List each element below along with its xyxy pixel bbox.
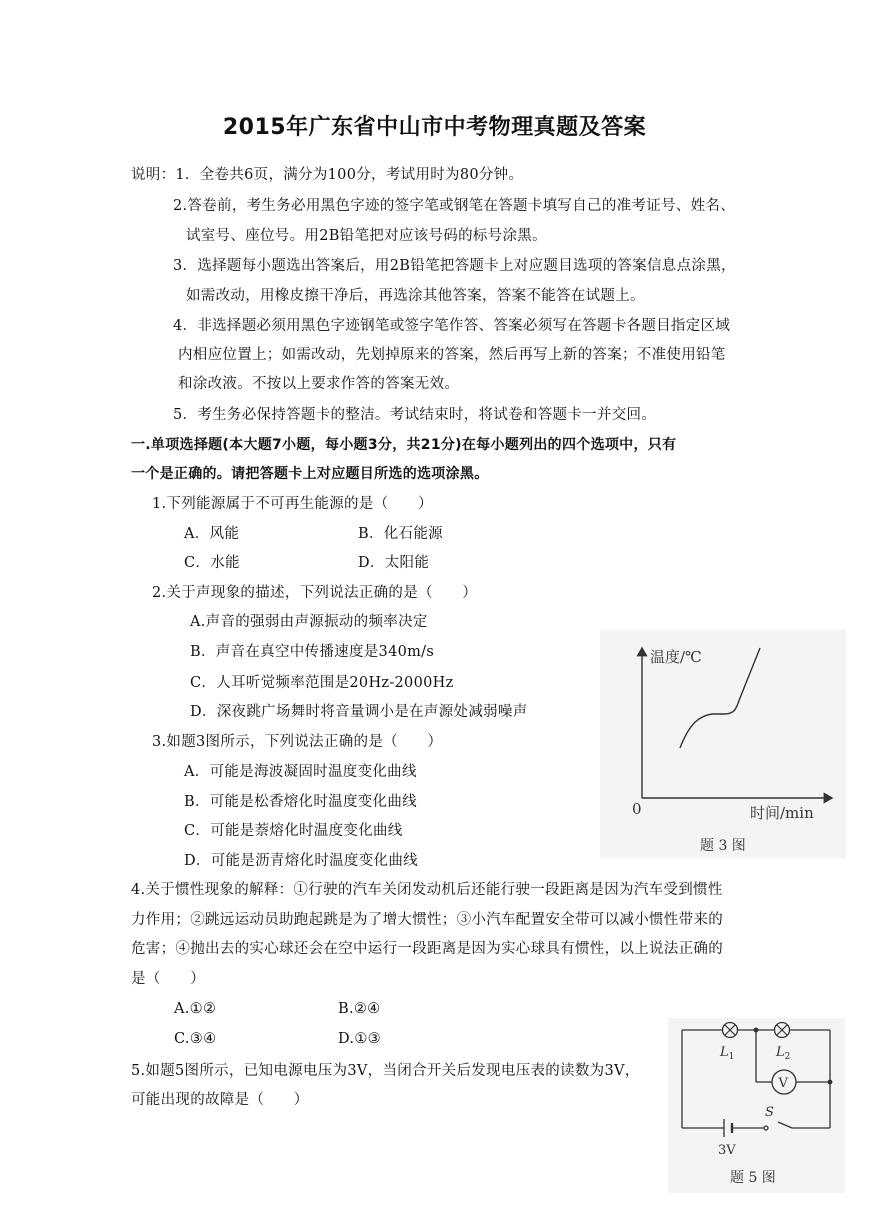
question-1-stem: 1.下列能源属于不可再生能源的是（ ） [152,496,433,512]
question-4-line3: 危害；④抛出去的实心球还会在空中运行一段距离是因为实心球具有惯性，以上说法正确的 [131,941,723,957]
page-title: 2015年广东省中山市中考物理真题及答案 [222,115,647,140]
instruction-2-line2: 试室号、座位号。用2B铅笔把对应该号码的标号涂黑。 [186,228,547,244]
question-2-option-b: B．声音在真空中传播速度是340m/s [190,644,435,660]
lamp-l1-icon [723,1023,738,1038]
question-1-option-c: C．水能 [184,555,240,571]
instruction-4-line3: 和涂改液。不按以上要求作答的答案无效。 [178,376,460,392]
question-2-option-c: C．人耳听觉频率范围是20Hz-2000Hz [190,675,454,691]
question-4-line2: 力作用；②跳远运动员助跑起跳是为了增大惯性；③小汽车配置安全带可以减小惯性带来的 [131,912,723,928]
lamp-l2-label: $L_2$ [776,1045,791,1062]
figure-3-origin: 0 [632,800,642,818]
battery-icon [724,1119,732,1137]
lamp-l2-icon [775,1023,790,1038]
voltmeter-label: V [778,1076,788,1091]
question-5-line1: 5.如题5图所示，已知电源电压为3V，当闭合开关后发现电压表的读数为3V， [131,1063,640,1079]
question-2-option-d: D．深夜跳广场舞时将音量调小是在声源处减弱噪声 [190,704,528,720]
switch-icon [764,1126,768,1130]
switch-label: S [765,1105,774,1120]
question-2-stem: 2.关于声现象的描述，下列说法正确的是（ ） [152,585,478,601]
question-3-option-c: C．可能是萘熔化时温度变化曲线 [184,823,403,839]
question-1-option-d: D．太阳能 [358,555,430,571]
question-4-option-b: B.②④ [338,1001,381,1017]
question-3-option-d: D．可能是沥青熔化时温度变化曲线 [184,853,418,869]
question-1-option-b: B．化石能源 [358,526,443,542]
battery-label: 3V [718,1143,736,1158]
instruction-3-line1: 3．选择题每小题选出答案后，用2B铅笔把答题卡上对应题目选项的答案信息点涂黑， [173,258,736,274]
question-4-option-a: A.①② [174,1001,217,1017]
section-1-header-line1: 一.单项选择题(本大题7小题，每小题3分，共21分)在每小题列出的四个选项中，只有 [131,437,677,453]
instruction-5: 5．考生务必保持答题卡的整洁。考试结束时，将试卷和答题卡一并交回。 [173,407,657,423]
figure-3-caption: 题 3 图 [700,838,746,854]
instruction-2-line1: 2.答卷前，考生务必用黑色字迹的签字笔或钢笔在答题卡填写自己的准考证号、姓名、 [173,198,736,214]
question-3-option-b: B．可能是松香熔化时温度变化曲线 [184,794,417,810]
junction-dot [828,1080,833,1085]
section-1-header-line2: 一个是正确的。请把答题卡上对应题目所选的选项涂黑。 [131,466,489,482]
question-4-option-d: D.①③ [338,1031,381,1047]
question-2-option-a: A.声音的强弱由声源振动的频率决定 [190,614,428,630]
figure-3-xlabel: 时间/min [750,804,814,822]
switch-lever [778,1122,792,1128]
figure-3-temperature-graph [600,630,846,858]
instruction-4-line2: 内相应位置上；如需改动，先划掉原来的答案，然后再写上新的答案；不准使用铅笔 [178,347,726,363]
question-4-option-c: C.③④ [174,1031,217,1047]
instruction-3-line2: 如需改动，用橡皮擦干净后，再选涂其他答案，答案不能答在试题上。 [186,288,645,304]
question-3-stem: 3.如题3图所示，下列说法正确的是（ ） [152,734,443,750]
question-1-option-a: A．风能 [184,526,240,542]
question-3-option-a: A．可能是海波凝固时温度变化曲线 [184,764,417,780]
lamp-l1-label: $L_1$ [720,1045,735,1062]
instruction-1: 说明：1．全卷共6页，满分为100分，考试用时为80分钟。 [131,167,524,183]
question-4-line1: 4.关于惯性现象的解释：①行驶的汽车关闭发动机后还能行驶一段距离是因为汽车受到惯性 [131,882,723,898]
instruction-4-line1: 4．非选择题必须用黑色字迹钢笔或签字笔作答、答案必须写在答题卡各题目指定区域 [173,318,731,334]
question-5-line2: 可能出现的故障是（ ） [131,1092,309,1108]
figure-5-circuit-diagram [668,1018,845,1193]
figure-5-caption: 题 5 图 [730,1170,776,1186]
junction-dot [754,1028,759,1033]
figure-3-ylabel: 温度/℃ [650,648,702,666]
question-4-line4: 是（ ） [131,971,205,987]
